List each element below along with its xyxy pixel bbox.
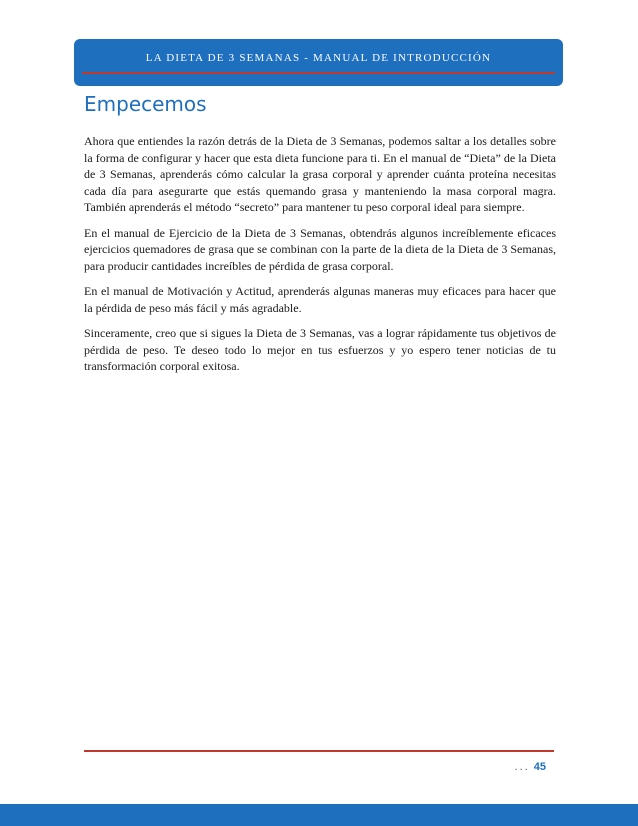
paragraph-exercise: En el manual de Ejercicio de la Dieta de 3 Semanas, obtendrás algunos increíblemente eficaces ejercicios quemadores de grasa que se combinan con la parte de la dieta de la Dieta de 3 Semanas, para producir cantidades increíbles de pérdida de grasa corporal. [84,225,556,273]
header-divider [82,72,555,74]
page-header-banner [74,39,563,86]
paragraph-closing: Sinceramente, creo que si sigues la Dieta de 3 Semanas, vas a lograr rápidamente tus objetivos de pérdida de peso. Te deseo todo lo mejor en tus esfuerzos y yo espero tener noticias de tu transformación corporal exitosa. [84,326,556,373]
paragraph-motivation: En el manual de Motivación y Actitud, aprenderás algunas maneras muy eficaces para hacer que la pérdida de peso más fácil y más agradable. [84,284,556,315]
body-content [84,133,556,384]
footer-divider [84,750,554,752]
page-number [515,761,546,773]
page-number-value: 45 [533,761,546,773]
section-heading: Empecemos [84,92,207,116]
bottom-bar [0,804,638,826]
page-number-dots: ... [514,761,530,773]
header-title: LA DIETA DE 3 SEMANAS - MANUAL DE INTRODUCCIÓN [145,52,492,64]
paragraph-intro: Ahora que entiendes la razón detrás de la Dieta de 3 Semanas, podemos saltar a los detalles sobre la forma de configurar y hacer que esta dieta funcione para ti. En el manual de “Dieta” de la Dieta de 3 Semanas, aprenderás cómo calcular la grasa corporal y aprender cuánta proteína necesitas cada día para asegurarte que estás quemando grasa y manteniendo la masa corporal magra. También aprenderás el método “secreto” para mantener tu peso corporal ideal para siempre. [84,134,556,214]
